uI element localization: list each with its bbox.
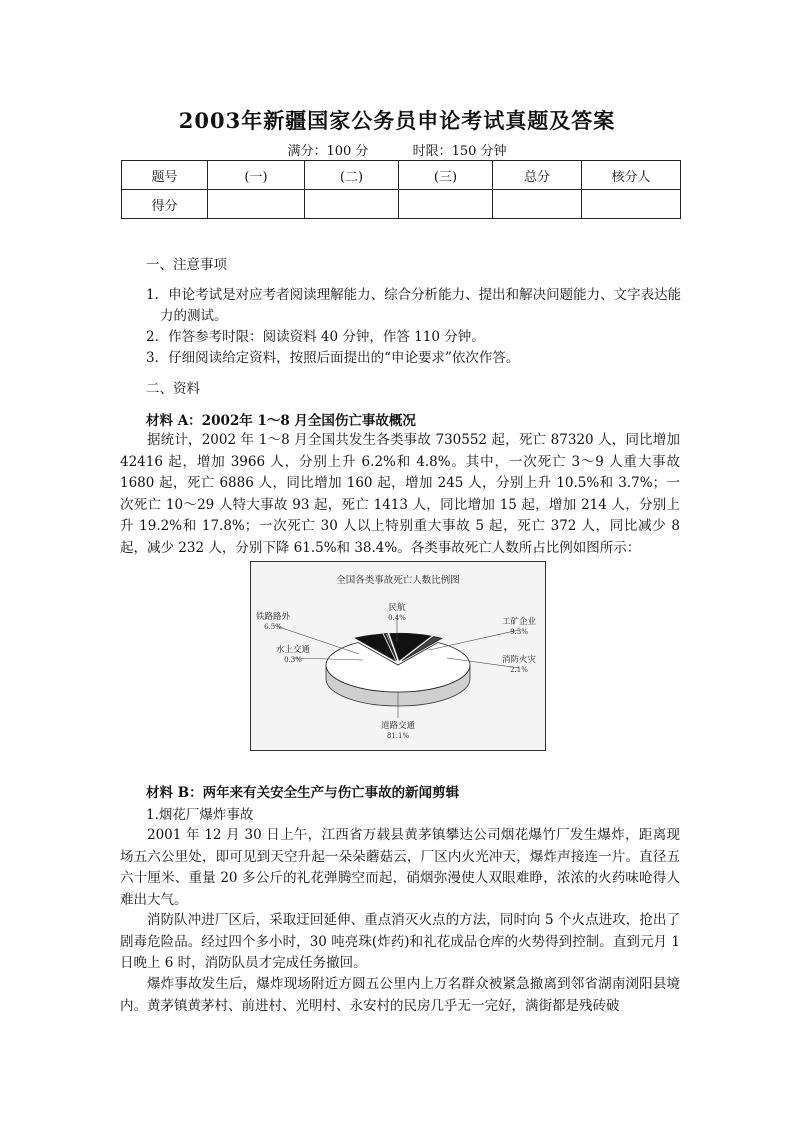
material-b-paragraph-3: 爆炸事故发生后，爆炸现场附近方圆五公里内上万名群众被紧急撤离到邻省湖南浏阳县境内。黄茅镇黄茅村、前进村、光明村、永安村的民房几乎无一完好，满街都是残砖破 — [120, 976, 680, 1014]
slice-value-label: 0.4% — [388, 614, 406, 622]
pie-chart-svg — [251, 562, 545, 750]
slice-value-label: 2.1% — [510, 666, 528, 674]
score-table — [121, 160, 681, 219]
score-cell-1[interactable] — [208, 190, 305, 219]
material-a-title: 材料 A：2002年 1～8 月全国伤亡事故概况 — [146, 413, 416, 429]
page-title: 2003年新疆国家公务员申论考试真题及答案 — [178, 108, 616, 133]
material-b-subtitle: 1.烟花厂爆炸事故 — [146, 807, 254, 823]
score-cell-checker[interactable] — [582, 190, 681, 219]
header-part-1: (一) — [208, 161, 305, 190]
exam-meta — [0, 140, 794, 159]
header-checker: 核分人 — [582, 161, 681, 190]
material-b-paragraph-1: 2001 年 12 月 30 日上午，江西省万载县黄茅镇攀达公司烟花爆竹厂发生爆炸，距离现场五六公里处，即可见到天空升起一朵朵蘑菇云，厂区内火光冲天，爆炸声接连一片。直径五六十厘米、重量 20 多公斤的礼花弹腾空而起，硝烟弥漫使人双眼难睁，浓浓的火药味呛得人难出大气。 — [120, 827, 680, 908]
note-item-1: 1．申论考试是对应考者阅读理解能力、综合分析能力、提出和解决问题能力、文字表达能力的测试。 — [146, 287, 682, 324]
slice-label: 消防火灾 — [501, 655, 537, 665]
header-total: 总分 — [493, 161, 582, 190]
materials-heading: 二、资料 — [146, 381, 200, 397]
chart-title: 全国各类事故死亡人数比例图 — [336, 575, 460, 586]
score-cell-3[interactable] — [399, 190, 493, 219]
header-part-3: (三) — [399, 161, 493, 190]
label-leader-line — [429, 630, 519, 650]
slice-label: 工矿企业 — [501, 617, 537, 627]
row-label-score: 得分 — [122, 190, 208, 219]
score-cell-total[interactable] — [493, 190, 582, 219]
slice-label: 水上交通 — [275, 645, 311, 655]
full-score: 满分：100 分 — [287, 144, 369, 159]
slice-value-label: 0.3% — [284, 656, 302, 664]
slice-value-label: 9.3% — [510, 628, 528, 636]
header-part-2: (二) — [305, 161, 399, 190]
slice-label: 民航 — [388, 603, 406, 613]
slice-value-label: 81.1% — [386, 732, 410, 740]
slice-label: 铁路路外 — [255, 612, 291, 622]
material-b-paragraph-2: 消防队冲进厂区后，采取迂回延伸、重点消灭火点的方法，同时向 5 个火点进攻，抢出了剧毒危险品。经过四个多小时，30 吨亮珠(炸药)和礼花成品仓库的火势得到控制。直到元月 1 日晚上 6 时，消防队员才完成任务撤回。 — [120, 912, 680, 971]
slice-value-label: 6.5% — [264, 623, 282, 631]
note-item-3: 3．仔细阅读给定资料，按照后面提出的“申论要求”依次作答。 — [146, 350, 520, 366]
header-question-no: 题号 — [122, 161, 208, 190]
accident-pie-chart — [250, 561, 546, 751]
score-table-header-row — [122, 161, 681, 190]
score-table-score-row — [122, 190, 681, 219]
notes-heading: 一、注意事项 — [146, 257, 227, 273]
material-a-paragraph: 据统计，2002 年 1～8 月全国共发生各类事故 730552 起，死亡 87320 人，同比增加 42416 起，增加 3966 人，分别上升 6.2%和 4.8%。其中，一次死亡 3～9 人重大事故 1680 起，死亡 6886 人，同比增加 160 起，增加 245 人，分别上升 10.5%和 3.7%；一次死亡 10～29 人特大事故 93 起，死亡 1413 人，同比增加 15 起，增加 214 人，分别上升 19.2%和 17.8%；一次死亡 30 人以上特别重大事故 5 起，死亡 372 人，同比减少 8 起，减少 232 人，分别下降 61.5%和 38.4%。各类事故死亡人数所占比例如图所示： — [120, 432, 680, 556]
note-item-2: 2．作答参考时限：阅读资料 40 分钟，作答 110 分钟。 — [146, 329, 485, 345]
material-b-title: 材料 B：两年来有关安全生产与伤亡事故的新闻剪辑 — [146, 785, 460, 801]
score-cell-2[interactable] — [305, 190, 399, 219]
time-limit: 时限：150 分钟 — [412, 144, 507, 159]
slice-label: 道路交通 — [380, 721, 416, 731]
